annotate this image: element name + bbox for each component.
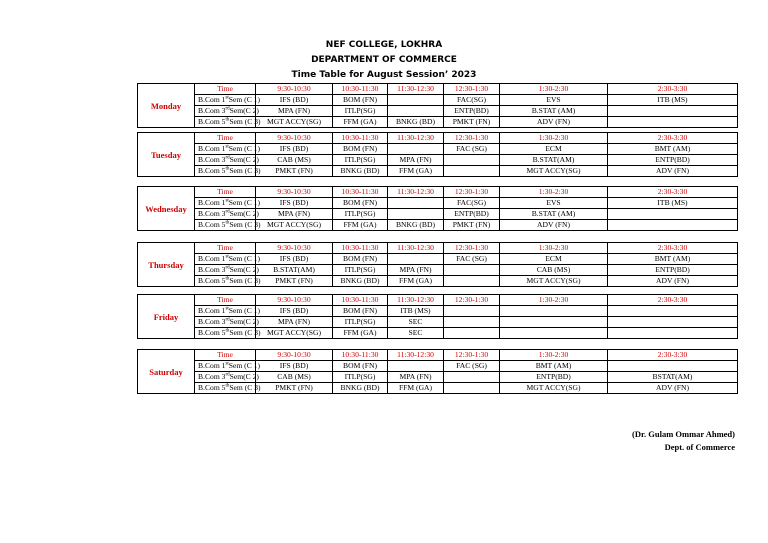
- time-label: Time: [195, 133, 256, 144]
- class-name: B.Com 5thSem (C 3): [195, 166, 256, 177]
- subject-cell: BNKG (BD): [333, 383, 388, 394]
- subject-cell: [500, 306, 608, 317]
- time-label: Time: [195, 84, 256, 95]
- subject-cell: PMKT (FN): [444, 220, 500, 231]
- time-slot: 12:30-1:30: [444, 243, 500, 254]
- class-name: B.Com 3rdSem(C 2): [195, 317, 256, 328]
- time-slot: 10:30-11:30: [333, 84, 388, 95]
- subject-cell: [608, 209, 738, 220]
- subject-cell: MGT ACCY(SG): [256, 328, 333, 339]
- time-slot: 2:30-3:30: [608, 243, 738, 254]
- time-slot: 11:30-12:30: [388, 187, 444, 198]
- subject-cell: IFS (BD): [256, 254, 333, 265]
- time-slot: 1:30-2:30: [500, 187, 608, 198]
- class-name: B.Com 1stSem (C 1): [195, 144, 256, 155]
- time-label: Time: [195, 295, 256, 306]
- timetable-tuesday: [137, 132, 738, 177]
- class-name: B.Com 5thSem (C 3): [195, 328, 256, 339]
- subject-cell: [444, 265, 500, 276]
- subject-cell: [608, 361, 738, 372]
- subject-cell: [608, 117, 738, 128]
- time-slot: 12:30-1:30: [444, 133, 500, 144]
- subject-cell: [608, 306, 738, 317]
- subject-cell: ENTP(BD): [608, 265, 738, 276]
- subject-cell: MGT ACCY(SG): [256, 220, 333, 231]
- subject-cell: BOM (FN): [333, 198, 388, 209]
- class-name: B.Com 5thSem (C 3): [195, 383, 256, 394]
- class-row: [138, 372, 738, 383]
- subject-cell: MPA (FN): [256, 106, 333, 117]
- time-slot: 9:30-10:30: [256, 350, 333, 361]
- class-row: [138, 155, 738, 166]
- day-label: Wednesday: [138, 187, 195, 231]
- subject-cell: ITLP(SG): [333, 106, 388, 117]
- subject-cell: ITB (MS): [388, 306, 444, 317]
- class-row: [138, 95, 738, 106]
- class-row: [138, 383, 738, 394]
- subject-cell: [444, 155, 500, 166]
- subject-cell: BNKG (BD): [388, 220, 444, 231]
- subject-cell: CAB (MS): [256, 372, 333, 383]
- subject-cell: MPA (FN): [256, 209, 333, 220]
- timetable-title: Time Table for August Session’ 2023: [291, 70, 477, 80]
- subject-cell: B.STAT(AM): [256, 265, 333, 276]
- time-slot: 2:30-3:30: [608, 350, 738, 361]
- subject-cell: ITLP(SG): [333, 209, 388, 220]
- timetable-friday: [137, 294, 738, 339]
- time-slot: 12:30-1:30: [444, 84, 500, 95]
- time-slot: 1:30-2:30: [500, 350, 608, 361]
- time-label: Time: [195, 187, 256, 198]
- time-slot: 9:30-10:30: [256, 187, 333, 198]
- subject-cell: CAB (MS): [500, 265, 608, 276]
- subject-cell: BNKG (BD): [333, 276, 388, 287]
- subject-cell: FAC (SG): [444, 361, 500, 372]
- day-label: Monday: [138, 84, 195, 128]
- subject-cell: EVS: [500, 95, 608, 106]
- subject-cell: BOM (FN): [333, 95, 388, 106]
- class-name: B.Com 3rdSem(C 2): [195, 155, 256, 166]
- timetable-saturday: [137, 349, 738, 394]
- day-label: Saturday: [138, 350, 195, 394]
- class-row: [138, 166, 738, 177]
- time-slot: 10:30-11:30: [333, 187, 388, 198]
- subject-cell: ENTP(BD): [608, 155, 738, 166]
- subject-cell: B.STAT(AM): [500, 155, 608, 166]
- subject-cell: B.STAT (AM): [500, 106, 608, 117]
- subject-cell: FFM (GA): [333, 328, 388, 339]
- subject-cell: [388, 254, 444, 265]
- time-slot: 2:30-3:30: [608, 187, 738, 198]
- class-row: [138, 361, 738, 372]
- class-name: B.Com 3rdSem(C 2): [195, 265, 256, 276]
- day-label: Thursday: [138, 243, 195, 287]
- subject-cell: PMKT (FN): [256, 276, 333, 287]
- subject-cell: PMKT (FN): [256, 383, 333, 394]
- day-label: Friday: [138, 295, 195, 339]
- time-header-row: [138, 350, 738, 361]
- time-slot: 10:30-11:30: [333, 243, 388, 254]
- time-header-row: [138, 133, 738, 144]
- class-name: B.Com 1stSem (C 1): [195, 254, 256, 265]
- subject-cell: MPA (FN): [388, 155, 444, 166]
- subject-cell: FAC (SG): [444, 144, 500, 155]
- subject-cell: ENTP(BD): [444, 209, 500, 220]
- subject-cell: PMKT (FN): [256, 166, 333, 177]
- subject-cell: ECM: [500, 144, 608, 155]
- time-slot: 2:30-3:30: [608, 84, 738, 95]
- subject-cell: FFM (GA): [388, 166, 444, 177]
- subject-cell: BNKG (BD): [333, 166, 388, 177]
- time-slot: 1:30-2:30: [500, 84, 608, 95]
- subject-cell: ADV (FN): [608, 276, 738, 287]
- subject-cell: [608, 106, 738, 117]
- subject-cell: IFS (BD): [256, 306, 333, 317]
- subject-cell: [388, 95, 444, 106]
- subject-cell: [388, 106, 444, 117]
- subject-cell: [444, 372, 500, 383]
- subject-cell: ITB (MS): [608, 198, 738, 209]
- time-slot: 11:30-12:30: [388, 84, 444, 95]
- subject-cell: [608, 220, 738, 231]
- subject-cell: [388, 198, 444, 209]
- time-slot: 12:30-1:30: [444, 295, 500, 306]
- subject-cell: FFM (GA): [333, 220, 388, 231]
- subject-cell: ENTP(BD): [444, 106, 500, 117]
- time-slot: 12:30-1:30: [444, 187, 500, 198]
- time-label: Time: [195, 243, 256, 254]
- subject-cell: [444, 383, 500, 394]
- time-slot: 12:30-1:30: [444, 350, 500, 361]
- class-name: B.Com 1stSem (C 1): [195, 95, 256, 106]
- class-row: [138, 198, 738, 209]
- subject-cell: EVS: [500, 198, 608, 209]
- subject-cell: IFS (BD): [256, 95, 333, 106]
- class-row: [138, 220, 738, 231]
- subject-cell: ADV (FN): [500, 117, 608, 128]
- subject-cell: BOM (FN): [333, 144, 388, 155]
- class-name: B.Com 3rdSem(C 2): [195, 209, 256, 220]
- class-row: [138, 144, 738, 155]
- subject-cell: MGT ACCY(SG): [500, 276, 608, 287]
- subject-cell: ITLP(SG): [333, 155, 388, 166]
- time-label: Time: [195, 350, 256, 361]
- class-row: [138, 265, 738, 276]
- subject-cell: BOM (FN): [333, 306, 388, 317]
- time-slot: 10:30-11:30: [333, 133, 388, 144]
- class-row: [138, 106, 738, 117]
- subject-cell: ITLP(SG): [333, 265, 388, 276]
- class-row: [138, 276, 738, 287]
- time-slot: 9:30-10:30: [256, 243, 333, 254]
- signatory-name: (Dr. Gulam Ommar Ahmed): [632, 429, 735, 439]
- subject-cell: [388, 144, 444, 155]
- subject-cell: [500, 328, 608, 339]
- class-row: [138, 328, 738, 339]
- class-name: B.Com 1stSem (C 1): [195, 306, 256, 317]
- subject-cell: ENTP(BD): [500, 372, 608, 383]
- time-slot: 10:30-11:30: [333, 295, 388, 306]
- subject-cell: BMT (AM): [608, 144, 738, 155]
- time-header-row: [138, 295, 738, 306]
- subject-cell: ADV (FN): [500, 220, 608, 231]
- subject-cell: IFS (BD): [256, 144, 333, 155]
- subject-cell: MPA (FN): [388, 372, 444, 383]
- time-slot: 9:30-10:30: [256, 133, 333, 144]
- subject-cell: ITLP(SG): [333, 317, 388, 328]
- class-name: B.Com 3rdSem(C 2): [195, 372, 256, 383]
- subject-cell: SEC: [388, 317, 444, 328]
- subject-cell: BMT (AM): [608, 254, 738, 265]
- subject-cell: FFM (GA): [388, 383, 444, 394]
- subject-cell: PMKT (FN): [444, 117, 500, 128]
- subject-cell: BOM (FN): [333, 254, 388, 265]
- time-slot: 2:30-3:30: [608, 133, 738, 144]
- subject-cell: [444, 328, 500, 339]
- document-header: [0, 38, 768, 83]
- time-slot: 9:30-10:30: [256, 84, 333, 95]
- subject-cell: [444, 306, 500, 317]
- subject-cell: [608, 328, 738, 339]
- department-name: DEPARTMENT OF COMMERCE: [311, 55, 457, 65]
- subject-cell: ADV (FN): [608, 166, 738, 177]
- time-slot: 1:30-2:30: [500, 243, 608, 254]
- subject-cell: ITLP(SG): [333, 372, 388, 383]
- subject-cell: FFM (GA): [333, 117, 388, 128]
- subject-cell: [388, 209, 444, 220]
- time-slot: 11:30-12:30: [388, 350, 444, 361]
- time-slot: 1:30-2:30: [500, 295, 608, 306]
- class-row: [138, 317, 738, 328]
- class-row: [138, 306, 738, 317]
- time-header-row: [138, 187, 738, 198]
- day-label: Tuesday: [138, 133, 195, 177]
- subject-cell: IFS (BD): [256, 198, 333, 209]
- time-slot: 11:30-12:30: [388, 243, 444, 254]
- class-name: B.Com 5thSem (C 3): [195, 276, 256, 287]
- time-header-row: [138, 243, 738, 254]
- subject-cell: FAC(SG): [444, 95, 500, 106]
- subject-cell: BNKG (BD): [388, 117, 444, 128]
- class-name: B.Com 5thSem (C 3): [195, 220, 256, 231]
- subject-cell: FAC (SG): [444, 254, 500, 265]
- class-name: B.Com 3rdSem(C 2): [195, 106, 256, 117]
- timetable-thursday: [137, 242, 738, 287]
- class-row: [138, 209, 738, 220]
- subject-cell: MGT ACCY(SG): [500, 166, 608, 177]
- subject-cell: B.STAT (AM): [500, 209, 608, 220]
- class-name: B.Com 1stSem (C 1): [195, 198, 256, 209]
- subject-cell: MPA (FN): [256, 317, 333, 328]
- time-header-row: [138, 84, 738, 95]
- timetable-wednesday: [137, 186, 738, 231]
- subject-cell: [444, 166, 500, 177]
- subject-cell: [444, 276, 500, 287]
- subject-cell: [444, 317, 500, 328]
- subject-cell: MGT ACCY(SG): [500, 383, 608, 394]
- subject-cell: [500, 317, 608, 328]
- subject-cell: SEC: [388, 328, 444, 339]
- time-slot: 10:30-11:30: [333, 350, 388, 361]
- time-slot: 11:30-12:30: [388, 295, 444, 306]
- subject-cell: ADV (FN): [608, 383, 738, 394]
- class-row: [138, 117, 738, 128]
- subject-cell: [388, 361, 444, 372]
- subject-cell: BSTAT(AM): [608, 372, 738, 383]
- subject-cell: MGT ACCY(SG): [256, 117, 333, 128]
- subject-cell: FAC(SG): [444, 198, 500, 209]
- class-row: [138, 254, 738, 265]
- time-slot: 2:30-3:30: [608, 295, 738, 306]
- time-slot: 1:30-2:30: [500, 133, 608, 144]
- subject-cell: MPA (FN): [388, 265, 444, 276]
- signatory-dept: Dept. of Commerce: [664, 442, 735, 452]
- time-slot: 9:30-10:30: [256, 295, 333, 306]
- class-name: B.Com 1stSem (C 1): [195, 361, 256, 372]
- subject-cell: BOM (FN): [333, 361, 388, 372]
- timetable-monday: [137, 83, 738, 128]
- subject-cell: CAB (MS): [256, 155, 333, 166]
- subject-cell: BMT (AM): [500, 361, 608, 372]
- class-name: B.Com 5thSem (C 3): [195, 117, 256, 128]
- time-slot: 11:30-12:30: [388, 133, 444, 144]
- subject-cell: ITB (MS): [608, 95, 738, 106]
- subject-cell: IFS (BD): [256, 361, 333, 372]
- subject-cell: [608, 317, 738, 328]
- subject-cell: ECM: [500, 254, 608, 265]
- college-name: NEF COLLEGE, LOKHRA: [325, 40, 443, 50]
- signature-block: [632, 428, 735, 454]
- subject-cell: FFM (GA): [388, 276, 444, 287]
